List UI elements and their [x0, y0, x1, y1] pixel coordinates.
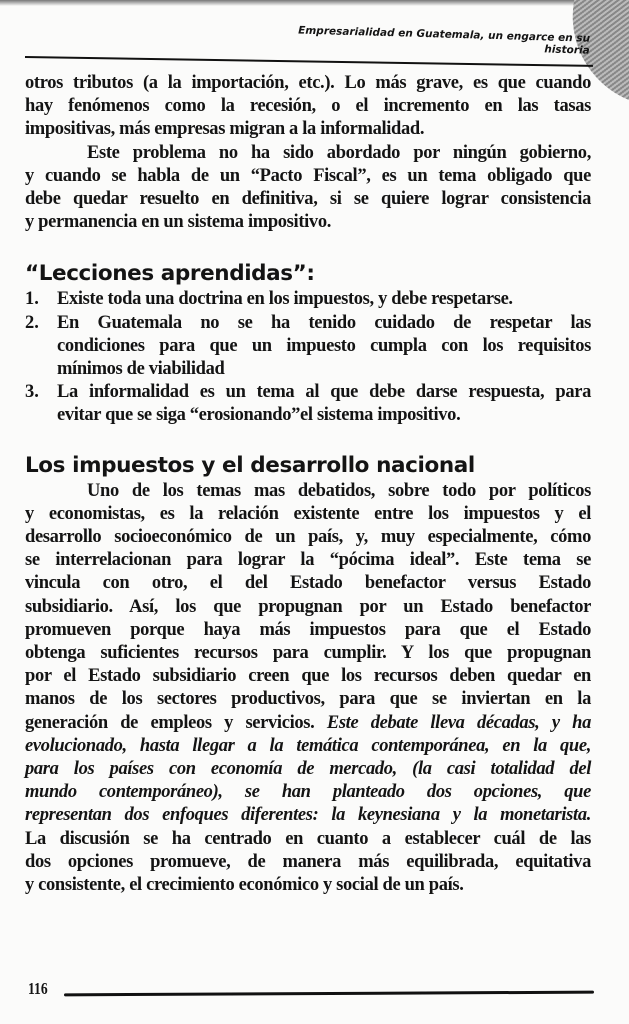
- section-heading: Los impuestos y el desarrollo nacional: [25, 452, 475, 478]
- text-line: impositivas, más empresas migran a la informalidad.: [25, 119, 425, 140]
- page-footer: [28, 979, 594, 1005]
- text-segment: por el Estado subsidiario creen que los recursos deben quedar en: [25, 666, 591, 687]
- text-line: [25, 642, 591, 665]
- text-line: [25, 572, 591, 595]
- text-segment: La discusión se ha centrado en cuanto a establecer cuál de las: [25, 828, 591, 849]
- section-heading: “Lecciones aprendidas”:: [25, 261, 315, 287]
- lessons-list: [25, 288, 591, 427]
- italic-text: representan dos enfoques diferentes: la keynesiana y la monetarista.: [25, 805, 591, 826]
- text-segment: Uno de los temas mas debatidos, sobre todo por políticos: [87, 480, 591, 501]
- list-item: [25, 381, 591, 427]
- text-line: [25, 781, 591, 804]
- text-line: En Guatemala no se ha tenido cuidado de respetar las: [57, 312, 591, 333]
- text-segment: se interrelacionan para lograr la “pócima ideal”. Este tema se: [25, 550, 591, 571]
- text-line: [25, 619, 591, 642]
- list-item-text: [57, 381, 591, 427]
- text-line: Este problema no ha sido abordado por ningún gobierno,: [87, 142, 591, 163]
- paragraph: [25, 72, 591, 142]
- list-number: 1.: [25, 289, 39, 310]
- text-segment: obtenga suficientes recursos para cumplir. Y los que propugnan: [25, 643, 591, 664]
- list-item-text: [57, 288, 591, 311]
- page-edge: [0, 0, 629, 6]
- text-line: [25, 526, 591, 549]
- text-segment: dos opciones promueve, de manera más equilibrada, equitativa: [25, 851, 591, 872]
- list-number: 3.: [25, 382, 39, 403]
- text-line: condiciones para que un impuesto cumpla con los requisitos: [57, 335, 591, 356]
- text-line: debe quedar resuelto en definitiva, si se quiere lograr consistencia: [25, 189, 591, 210]
- text-line: [25, 688, 591, 711]
- italic-text: evolucionado, hasta llegar a la temática contemporánea, en la que,: [25, 735, 591, 756]
- paragraph: [25, 142, 591, 235]
- header-rule: [25, 56, 593, 67]
- text-line: Existe toda una doctrina en los impuestos, y debe respetarse.: [57, 289, 513, 310]
- text-line: [25, 665, 591, 688]
- text-segment: manos de los sectores productivos, para que se inviertan en la: [25, 689, 591, 710]
- list-item: [25, 312, 591, 382]
- list-number: 2.: [25, 312, 39, 333]
- text-line: otros tributos (a la importación, etc.). Lo más grave, es que cuando: [25, 73, 591, 93]
- text-line: [25, 828, 591, 851]
- text-line: y cuando se habla de un “Pacto Fiscal”, es un tema obligado que: [25, 165, 591, 186]
- running-header: Empresarialidad en Guatemala, un engarce en su historia: [297, 24, 591, 57]
- text-line: evitar que se siga “erosionando”el sistema impositivo.: [57, 405, 461, 426]
- text-line: [25, 480, 591, 503]
- text-line: hay fenómenos como la recesión, o el incremento en las tasas: [25, 96, 591, 117]
- text-line: La informalidad es un tema al que debe darse respuesta, para: [57, 382, 591, 403]
- page-number: 116: [28, 979, 48, 998]
- footer-rule: [64, 991, 594, 997]
- text-segment: desarrollo socioeconómico de un país, y, muy especialmente, cómo: [25, 527, 591, 548]
- text-segment: y consistente, el crecimiento económico y social de un país.: [25, 875, 464, 896]
- text-line: [25, 503, 591, 526]
- text-line: y permanencia en un sistema impositivo.: [25, 212, 331, 233]
- text-line: mínimos de viabilidad: [57, 359, 225, 380]
- text-segment: generación de empleos y servicios.: [25, 712, 327, 733]
- text-line: [25, 712, 591, 735]
- text-line: [25, 851, 591, 874]
- text-line: [25, 804, 591, 827]
- text-segment: promueven porque haya más impuestos para que el Estado: [25, 619, 591, 640]
- text-segment: subsidiario. Así, los que propugnan por un Estado benefactor: [25, 596, 591, 617]
- italic-text: mundo contemporáneo), se han planteado dos opciones, que: [25, 782, 591, 803]
- text-segment: vincula con otro, el del Estado benefactor versus Estado: [25, 573, 591, 594]
- text-line: [25, 735, 591, 758]
- text-line: [25, 758, 591, 781]
- list-item-text: [57, 312, 591, 382]
- text-line: [25, 596, 591, 619]
- page-body: [25, 72, 591, 897]
- paragraph: [25, 480, 591, 898]
- text-line: [25, 549, 591, 572]
- text-line: [25, 874, 591, 897]
- italic-text: Este debate lleva décadas, y ha: [326, 712, 591, 733]
- list-item: [25, 288, 591, 311]
- text-segment: y economistas, es la relación existente entre los impuestos y el: [25, 503, 591, 524]
- italic-text: para los países con economía de mercado, (la casi totalidad del: [25, 759, 591, 780]
